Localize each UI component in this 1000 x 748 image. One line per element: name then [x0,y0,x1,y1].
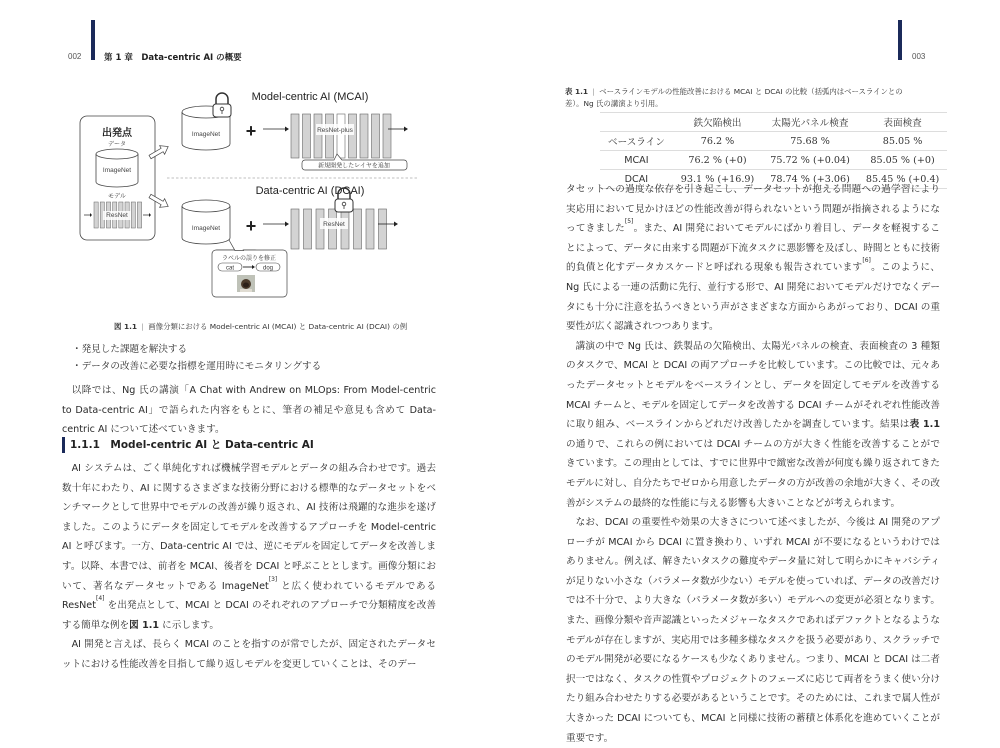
left-para-1 [62,381,436,440]
table-row [600,151,947,170]
table-cell: 75.72 % (+0.04) [762,151,858,170]
data-label: データ [107,142,127,148]
table-caption-sep: | [592,87,595,96]
network-layer [379,209,387,249]
svg-text:cat: cat [225,265,235,272]
table-row [600,132,947,151]
table-cell: 78.74 % (+3.06) [762,170,858,189]
chapter-header: 第 1 章 Data-centric AI の概要 [104,53,242,63]
figure-caption [114,321,407,332]
network-layer [326,114,334,158]
table-header-cell: 表面検査 [858,113,947,132]
svg-text:dog: dog [262,265,274,272]
table-cell: 85.05 % (+0) [858,151,947,170]
table-caption [565,86,905,110]
table-caption-label: 表 1.1 [565,87,589,96]
bullet-list [72,341,442,375]
start-title: 出発点 [102,128,132,139]
paragraph: 講演の中で Ng 氏は、鉄製品の欠陥検出、太陽光パネルの検査、表面検査の 3 種類のタスクで、MCAI と DCAI の両アプローチを比較しています。この比較では、元々あったデータセットとモデルをベースラインとし、データを固定してモデルを改善する MCAI チームと、モデルを固定してデータを改善する DCAI チームがそれぞれ性能改善に取り組み、ベースラインからどれだけ改善したかを調査しています。結果は表 1.1 の通りで、これらの例においては DCAI チームの方が大きく性能を改善することができています。この理由としては、すでに世界中で緻密な改善が何度も繰り返されてきたモデルに対し、自分たちでゼロから用意したデータの方が改善の余地が大きく、その改善がシステムの最終的な性能に与える影響も大きいことなどが考えられます。 [566,340,940,509]
paragraph: AI 開発と言えば、長らく MCAI のことを指すのが常でしたが、固定されたデータセットにおける性能改善を目指して繰り返しモデルを変更していくことは、そのデー [62,639,436,670]
svg-text:ImageNet: ImageNet [191,131,221,138]
left-para-2 [62,459,436,675]
chapter-bar-right [898,20,902,60]
paragraph: タセットへの過度な依存を引き起こし、データセットが抱える問題への過学習により実応用において見かけほどの性能改善が得られないという問題が指摘されるようになってきました[5]。また、AI 開発においてモデルにばかり着目し、データを軽視することによって、データに由来する問題が下流タスクに悪影響を及ぼし、時間とともに技術的負債と化すデータカスケードと呼ばれる現象も報告されています[6]。このように、Ng 氏による一連の活動に先行、並行する形で、AI 開発においてモデルだけでなくデータにも十分に注意を払うべきという声がさまざまな方面からあがっており、DCAI の重要性が広く認識されつつあります。 [566,184,941,333]
table-cell: 85.05 % [858,132,947,151]
figure-caption-sep: | [141,322,144,331]
network-layer [383,114,391,158]
row-label: DCAI [600,170,673,189]
dcai-imagenet-cylinder [182,200,230,244]
network-layer [366,209,374,249]
network-layer [372,114,380,158]
table-cell: 75.68 % [762,132,858,151]
plus-dcai: + [245,216,257,236]
chapter-bar [91,20,95,60]
table-header-cell: 太陽光パネル検査 [762,113,858,132]
table-cell: 85.45 % (+0.4) [858,170,947,189]
mcai-layers [291,114,391,158]
network-layer [314,114,322,158]
resnet-plus-label: ResNet-plus [317,127,353,134]
results-table [600,112,947,189]
network-layer [303,114,311,158]
paragraph: 以降では、Ng 氏の講演「A Chat with Andrew on MLOps: From Model-centric to Data-centric AI」で語られた内容をもとに、筆者の補足や意見も含めて Data-centric AI について述べていきます。 [62,385,436,436]
network-layer [304,209,312,249]
svg-text:ImageNet: ImageNet [191,225,221,232]
figure-caption-text: 画像分類における Model-centric AI (MCAI) と Data-centric AI (DCAI) の例 [148,322,408,331]
paragraph: AI システムは、ごく単純化すれば機械学習モデルとデータの組み合わせです。過去数十年にわたり、AI に関するさまざまな技術分野における標準的なデータセットをベンチマークとして世界中でモデルの改善が繰り返され、AI 技術は飛躍的な進歩を遂げました。このようにデータを固定してモデルを改善するアプローチを Model-centric AI と呼びます。一方、Data-centric AI では、逆にモデルを固定してデータを改善します。以降、本書では、前者を MCAI、後者を DCAI と呼ぶこととします。画像分類において、著名なデータセットである ImageNet[3] と広く使われているモデルである ResNet[4] を出発点として、MCAI と DCAI のそれぞれのアプローチで分類精度を改善する簡単な例を図 1.1 に示します。 [62,463,436,631]
table-header-cell: 鉄欠陥検出 [673,113,762,132]
model-label: モデル [108,194,126,200]
row-label: MCAI [600,151,673,170]
citation-5[interactable]: [5] [624,218,634,226]
table-header-cell [600,113,673,132]
svg-text:ImageNet: ImageNet [102,167,132,174]
bullet-item: ・データの改善に必要な指標を運用時にモニタリングする [72,361,322,372]
table-cell: 76.2 % [673,132,762,151]
network-layer [354,209,362,249]
arrow-in-dcai-icon [263,222,289,227]
label-fix-callout [212,240,287,297]
table-ref[interactable]: 表 1.1 [909,419,940,431]
lock-icon [213,93,231,117]
figure-1-1 [72,84,452,304]
citation-6[interactable]: [6] [862,257,871,265]
row-label: ベースライン [600,132,673,151]
svg-text:新規開発したレイヤを追加: 新規開発したレイヤを追加 [318,163,390,170]
table-cell: 93.1 % (+16.9) [673,170,762,189]
citation-4[interactable]: [4] [95,595,105,603]
network-layer [291,209,299,249]
dcai-title: Data-centric AI (DCAI) [255,185,365,197]
table-cell: 76.2 % (+0) [673,151,762,170]
start-resnet-label: ResNet [106,212,128,219]
new-layer [337,114,345,158]
network-layer [137,202,141,228]
citation-3[interactable]: [3] [268,575,278,583]
resnet-label-dcai: ResNet [323,221,345,228]
figure-caption-label: 図 1.1 [114,322,138,331]
page-number-right: 003 [912,52,926,61]
right-body [566,180,940,748]
dog-photo-icon [237,275,255,292]
network-layer [291,114,299,158]
figure-ref[interactable]: 図 1.1 [129,619,160,631]
mcai-title: Model-centric AI (MCAI) [251,91,369,103]
network-layer [360,114,368,158]
section-heading: 1.1.1 Model-centric AI と Data-centric AI [62,437,314,453]
page-number-left: 002 [68,52,82,61]
arrow-in-mcai-icon [263,127,289,132]
start-imagenet-cylinder [96,149,138,187]
network-layer [131,202,135,228]
table-header-row [600,113,947,132]
paragraph: なお、DCAI の重要性や効果の大きさについて述べましたが、今後は AI 開発のアプローチが MCAI から DCAI に置き換わり、いずれ MCAI が不要になるというわけではありません。例えば、解きたいタスクの難度やデータ量に対して明らかにキャパシティが足りない小さな（パラメータ数が少ない）モデルを使っていれば、データの改善だけでは不十分で、より大きな（パラメータ数が多い）モデルへの変更が必須となります。また、画像分類や音声認識といったメジャーなタスクであればデファクトとなるようなモデルが存在しますが、実応用では多種多様なタスクを扱う必要があり、スクラッチでのモデル開発が必要になるケースも少なくありません。つまり、MCAI と DCAI は二者択一ではなく、タスクの性質やプロジェクトのフェーズに応じて両者をうまく使い分けたり組み合わせたりする必要があるということです。そのためには、これまで属人性が大きかった DCAI についても、MCAI と同様に技術の蓄積と体系化を進めていくことが重要です。 [566,517,940,744]
bullet-item: ・発見した課題を解決する [72,344,188,355]
network-layer [94,202,98,228]
plus-mcai: + [245,121,257,141]
network-layer [349,114,357,158]
table-caption-text: ベースラインモデルの性能改善における MCAI と DCAI の比較（括弧内はベースラインとの差）。Ng 氏の講演より引用。 [565,87,903,108]
svg-text:ラベルの誤りを修正: ラベルの誤りを修正 [221,256,277,262]
